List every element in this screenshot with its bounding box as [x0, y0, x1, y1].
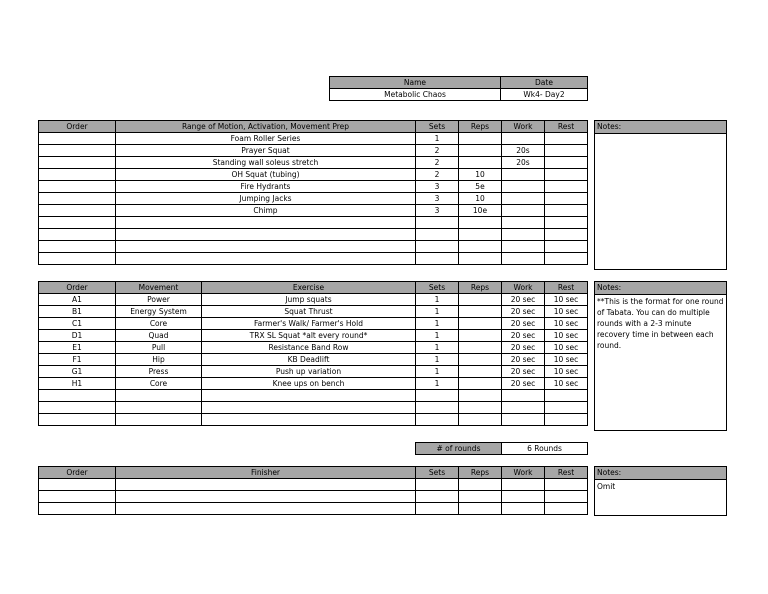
table-cell[interactable]: Jumping Jacks [116, 193, 416, 205]
table-row [39, 294, 588, 306]
table-cell[interactable] [459, 229, 502, 241]
table-cell[interactable] [116, 253, 416, 265]
table-row [39, 414, 588, 426]
col-order: Order [39, 467, 116, 479]
table-cell[interactable] [545, 133, 588, 145]
table-cell[interactable]: 20s [502, 145, 545, 157]
table-cell[interactable] [416, 414, 459, 426]
table-cell[interactable]: Quad [116, 330, 202, 342]
table-cell[interactable] [202, 414, 416, 426]
table-cell[interactable] [459, 479, 502, 491]
table-cell[interactable]: 10 sec [545, 306, 588, 318]
table-cell[interactable] [116, 241, 416, 253]
table-cell[interactable]: 2 [416, 157, 459, 169]
table-cell[interactable] [545, 229, 588, 241]
table-cell[interactable] [545, 157, 588, 169]
table-cell[interactable]: 10e [459, 205, 502, 217]
table-row [39, 157, 588, 169]
table-cell[interactable] [202, 390, 416, 402]
table-cell[interactable]: 3 [416, 181, 459, 193]
table-cell[interactable] [502, 491, 545, 503]
table-row [39, 354, 588, 366]
table-cell[interactable] [502, 479, 545, 491]
table-cell[interactable] [39, 133, 116, 145]
table-cell[interactable] [459, 342, 502, 354]
col-work: Work [502, 467, 545, 479]
table-cell[interactable] [459, 491, 502, 503]
warmup-notes-text [595, 134, 726, 136]
table-cell[interactable] [545, 193, 588, 205]
table-cell[interactable] [459, 318, 502, 330]
table-cell[interactable]: Foam Roller Series [116, 133, 416, 145]
table-cell[interactable] [459, 133, 502, 145]
table-cell[interactable] [116, 229, 416, 241]
main-table [38, 281, 588, 426]
table-cell[interactable]: 20 sec [502, 294, 545, 306]
col-work: Work [502, 282, 545, 294]
table-cell[interactable]: 20s [502, 157, 545, 169]
table-cell[interactable]: E1 [39, 342, 116, 354]
col-sets: Sets [416, 121, 459, 133]
table-cell[interactable]: Power [116, 294, 202, 306]
table-cell[interactable]: 1 [416, 378, 459, 390]
table-cell[interactable] [459, 145, 502, 157]
table-cell[interactable] [459, 306, 502, 318]
col-sets: Sets [416, 467, 459, 479]
table-cell[interactable] [39, 491, 116, 503]
table-cell[interactable] [502, 133, 545, 145]
table-row [39, 366, 588, 378]
table-cell[interactable]: Fire Hydrants [116, 181, 416, 193]
table-cell[interactable]: 10 sec [545, 342, 588, 354]
table-cell[interactable] [459, 241, 502, 253]
table-cell[interactable] [459, 414, 502, 426]
name-value[interactable]: Metabolic Chaos [330, 89, 501, 101]
table-cell[interactable] [39, 217, 116, 229]
table-cell[interactable] [502, 253, 545, 265]
table-row [39, 217, 588, 229]
table-row [39, 479, 588, 491]
table-row [39, 241, 588, 253]
col-sets: Sets [416, 282, 459, 294]
table-cell[interactable] [459, 378, 502, 390]
table-cell[interactable]: 10 sec [545, 318, 588, 330]
table-cell[interactable]: 1 [416, 306, 459, 318]
table-cell[interactable]: KB Deadlift [202, 354, 416, 366]
table-cell[interactable]: 1 [416, 133, 459, 145]
table-cell[interactable] [459, 217, 502, 229]
table-cell[interactable] [545, 145, 588, 157]
table-cell[interactable]: 1 [416, 366, 459, 378]
table-cell[interactable] [416, 503, 459, 515]
table-cell[interactable] [545, 205, 588, 217]
table-cell[interactable] [545, 390, 588, 402]
table-cell[interactable] [39, 145, 116, 157]
rounds-label: # of rounds [416, 443, 502, 455]
table-cell[interactable]: D1 [39, 330, 116, 342]
table-cell[interactable]: A1 [39, 294, 116, 306]
table-cell[interactable] [39, 193, 116, 205]
table-cell[interactable] [502, 205, 545, 217]
name-date-table [329, 76, 588, 101]
main-header-row [39, 282, 588, 294]
rounds-value[interactable]: 6 Rounds [502, 443, 588, 455]
table-cell[interactable] [39, 479, 116, 491]
table-cell[interactable] [545, 253, 588, 265]
table-row [39, 193, 588, 205]
table-cell[interactable] [545, 479, 588, 491]
table-cell[interactable]: Energy System [116, 306, 202, 318]
table-row [39, 133, 588, 145]
table-cell[interactable]: 3 [416, 205, 459, 217]
table-cell[interactable]: 1 [416, 294, 459, 306]
table-row [39, 318, 588, 330]
col-reps: Reps [459, 282, 502, 294]
table-row [39, 503, 588, 515]
table-cell[interactable]: 20 sec [502, 306, 545, 318]
name-header: Name [330, 77, 501, 89]
table-cell[interactable] [545, 169, 588, 181]
table-cell[interactable] [459, 503, 502, 515]
date-header: Date [501, 77, 588, 89]
main-notes-text: **This is the format for one round of Tabata. You can do multiple rounds with a 2-3 minute recovery time in between each round. [597, 297, 724, 350]
main-notes-label: Notes: [595, 282, 726, 295]
table-row [39, 169, 588, 181]
col-reps: Reps [459, 121, 502, 133]
table-cell[interactable]: G1 [39, 366, 116, 378]
table-cell[interactable]: 20 sec [502, 318, 545, 330]
table-cell[interactable] [39, 390, 116, 402]
col-work: Work [502, 121, 545, 133]
table-cell[interactable] [116, 503, 416, 515]
table-cell[interactable]: Chimp [116, 205, 416, 217]
table-cell[interactable] [416, 217, 459, 229]
table-cell[interactable] [502, 503, 545, 515]
table-cell[interactable] [459, 366, 502, 378]
table-row [39, 253, 588, 265]
table-cell[interactable]: 20 sec [502, 378, 545, 390]
table-cell[interactable] [545, 217, 588, 229]
table-cell[interactable]: 3 [416, 193, 459, 205]
table-cell[interactable]: 10 [459, 169, 502, 181]
table-cell[interactable]: Squat Thrust [202, 306, 416, 318]
table-cell[interactable] [459, 157, 502, 169]
table-cell[interactable] [39, 169, 116, 181]
warmup-notes[interactable] [594, 120, 727, 270]
table-cell[interactable]: 1 [416, 330, 459, 342]
table-cell[interactable]: 1 [416, 318, 459, 330]
col-rest: Rest [545, 121, 588, 133]
table-cell[interactable] [545, 241, 588, 253]
table-cell[interactable] [116, 217, 416, 229]
table-cell[interactable] [202, 402, 416, 414]
table-cell[interactable] [502, 402, 545, 414]
table-cell[interactable] [116, 479, 416, 491]
table-cell[interactable] [416, 491, 459, 503]
table-row [39, 402, 588, 414]
table-cell[interactable]: Standing wall soleus stretch [116, 157, 416, 169]
col-exercise: Exercise [202, 282, 416, 294]
table-cell[interactable]: Core [116, 318, 202, 330]
table-cell[interactable] [39, 503, 116, 515]
col-rest: Rest [545, 467, 588, 479]
finisher-table [38, 466, 588, 515]
table-cell[interactable] [39, 205, 116, 217]
table-row [39, 378, 588, 390]
table-cell[interactable] [416, 229, 459, 241]
table-row [39, 145, 588, 157]
table-cell[interactable]: 10 sec [545, 294, 588, 306]
table-cell[interactable]: Pull [116, 342, 202, 354]
table-cell[interactable]: Jump squats [202, 294, 416, 306]
table-cell[interactable] [416, 253, 459, 265]
table-cell[interactable] [39, 181, 116, 193]
table-cell[interactable] [116, 402, 202, 414]
table-cell[interactable]: TRX SL Squat *alt every round* [202, 330, 416, 342]
table-cell[interactable] [459, 330, 502, 342]
table-row [39, 330, 588, 342]
table-cell[interactable] [502, 241, 545, 253]
table-cell[interactable] [416, 402, 459, 414]
main-notes[interactable] [594, 281, 727, 431]
col-order: Order [39, 282, 116, 294]
table-cell[interactable] [459, 253, 502, 265]
table-cell[interactable]: 2 [416, 169, 459, 181]
warmup-notes-label: Notes: [595, 121, 726, 134]
table-cell[interactable]: 10 sec [545, 354, 588, 366]
table-cell[interactable]: 10 [459, 193, 502, 205]
table-cell[interactable]: 2 [416, 145, 459, 157]
table-cell[interactable] [545, 181, 588, 193]
table-cell[interactable]: 10 sec [545, 366, 588, 378]
table-cell[interactable] [545, 503, 588, 515]
table-cell[interactable] [502, 217, 545, 229]
table-cell[interactable]: C1 [39, 318, 116, 330]
table-cell[interactable] [416, 241, 459, 253]
table-cell[interactable]: Farmer's Walk/ Farmer's Hold [202, 318, 416, 330]
table-row [39, 205, 588, 217]
table-cell[interactable] [545, 491, 588, 503]
table-cell[interactable] [459, 354, 502, 366]
warmup-table [38, 120, 588, 265]
table-cell[interactable] [502, 414, 545, 426]
table-cell[interactable]: 10 sec [545, 330, 588, 342]
rounds-table [415, 442, 588, 455]
table-cell[interactable]: 20 sec [502, 366, 545, 378]
table-row [39, 181, 588, 193]
table-cell[interactable]: 20 sec [502, 342, 545, 354]
table-cell[interactable]: 20 sec [502, 354, 545, 366]
table-cell[interactable] [39, 402, 116, 414]
finisher-header-row [39, 467, 588, 479]
table-cell[interactable]: Prayer Squat [116, 145, 416, 157]
table-cell[interactable]: Hip [116, 354, 202, 366]
table-cell[interactable]: 5e [459, 181, 502, 193]
table-cell[interactable] [502, 169, 545, 181]
col-reps: Reps [459, 467, 502, 479]
table-cell[interactable] [39, 253, 116, 265]
table-row [39, 390, 588, 402]
col-order: Order [39, 121, 116, 133]
table-cell[interactable] [459, 402, 502, 414]
col-movement: Movement [116, 282, 202, 294]
table-row [39, 306, 588, 318]
table-row [39, 491, 588, 503]
table-cell[interactable] [502, 390, 545, 402]
table-cell[interactable] [116, 390, 202, 402]
table-cell[interactable]: H1 [39, 378, 116, 390]
table-cell[interactable] [116, 414, 202, 426]
table-cell[interactable] [502, 181, 545, 193]
table-row [39, 342, 588, 354]
table-cell[interactable]: 1 [416, 342, 459, 354]
table-cell[interactable] [416, 479, 459, 491]
table-cell[interactable]: 20 sec [502, 330, 545, 342]
table-cell[interactable]: Push up variation [202, 366, 416, 378]
table-cell[interactable]: Resistance Band Row [202, 342, 416, 354]
table-cell[interactable]: 1 [416, 354, 459, 366]
finisher-notes-label: Notes: [595, 467, 726, 480]
table-cell[interactable]: F1 [39, 354, 116, 366]
table-row [39, 229, 588, 241]
date-value[interactable]: Wk4- Day2 [501, 89, 588, 101]
col-finisher: Finisher [116, 467, 416, 479]
col-rest: Rest [545, 282, 588, 294]
col-prep: Range of Motion, Activation, Movement Prep [116, 121, 416, 133]
warmup-header-row [39, 121, 588, 133]
table-cell[interactable] [416, 390, 459, 402]
table-cell[interactable] [502, 193, 545, 205]
table-cell[interactable] [545, 402, 588, 414]
table-cell[interactable] [545, 414, 588, 426]
table-cell[interactable]: 10 sec [545, 378, 588, 390]
table-cell[interactable] [116, 491, 416, 503]
table-cell[interactable] [39, 414, 116, 426]
table-cell[interactable]: OH Squat (tubing) [116, 169, 416, 181]
table-cell[interactable]: B1 [39, 306, 116, 318]
table-cell[interactable] [39, 157, 116, 169]
table-cell[interactable]: Core [116, 378, 202, 390]
table-cell[interactable]: Knee ups on bench [202, 378, 416, 390]
finisher-notes[interactable] [594, 466, 727, 516]
table-cell[interactable] [39, 229, 116, 241]
table-cell[interactable] [459, 294, 502, 306]
table-cell[interactable] [39, 241, 116, 253]
finisher-notes-text: Omit [597, 482, 616, 491]
table-cell[interactable]: Press [116, 366, 202, 378]
table-cell[interactable] [502, 229, 545, 241]
table-cell[interactable] [459, 390, 502, 402]
